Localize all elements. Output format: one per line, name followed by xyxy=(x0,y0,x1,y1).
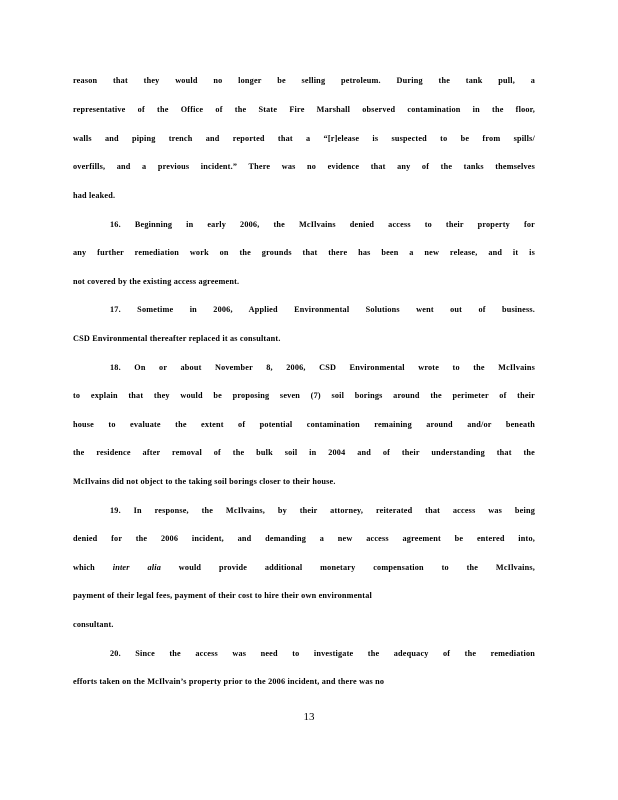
text-line: overfills, and a previous incident.” There was no evidence that any of the tanks themselves xyxy=(73,162,535,171)
text-line: payment of their legal fees, payment of their cost to hire their own environmental xyxy=(73,591,372,600)
text-line: McIlvains did not object to the taking soil borings closer to their house. xyxy=(73,477,336,486)
text-line: had leaked. xyxy=(73,191,116,200)
text-line: the residence after removal of the bulk soil in 2004 and of their understanding that the xyxy=(73,448,535,457)
text-line: reason that they would no longer be selling petroleum. During the tank pull, a xyxy=(73,76,535,85)
text-line: consultant. xyxy=(73,620,114,629)
text-line-with-italic xyxy=(73,563,535,573)
text-line: CSD Environmental thereafter replaced it as consultant. xyxy=(73,334,281,343)
text-line: walls and piping trench and reported that a “[r]elease is suspected to be from spills/ xyxy=(73,134,535,143)
paragraph-17-start: 17. Sometime in 2006, Applied Environmental Solutions went out of business. xyxy=(110,305,535,314)
text-line: representative of the Office of the State Fire Marshall observed contamination in the floor, xyxy=(73,105,535,114)
italic-phrase: inter alia xyxy=(112,563,161,572)
paragraph-18-start: 18. On or about November 8, 2006, CSD Environmental wrote to the McIlvains xyxy=(110,363,535,372)
page-number: 13 xyxy=(303,711,315,723)
paragraph-16-start: 16. Beginning in early 2006, the McIlvains denied access to their property for xyxy=(110,220,535,229)
paragraph-20-start: 20. Since the access was need to investigate the adequacy of the remediation xyxy=(110,649,535,658)
text-line: not covered by the existing access agreement. xyxy=(73,277,240,286)
text-line: any further remediation work on the grounds that there has been a new release, and it is xyxy=(73,248,535,257)
text-line: denied for the 2006 incident, and demanding a new access agreement be entered into, xyxy=(73,534,535,543)
text-segment: would provide additional monetary compensation to the McIlvains, xyxy=(178,563,535,572)
text-segment: which xyxy=(73,563,95,572)
paragraph-19-start: 19. In response, the McIlvains, by their attorney, reiterated that access was being xyxy=(110,506,535,515)
text-line: to explain that they would be proposing seven (7) soil borings around the perimeter of their xyxy=(73,391,535,400)
text-line: house to evaluate the extent of potential contamination remaining around and/or beneath xyxy=(73,420,535,429)
text-line: efforts taken on the McIlvain’s property prior to the 2006 incident, and there was no xyxy=(73,677,385,686)
